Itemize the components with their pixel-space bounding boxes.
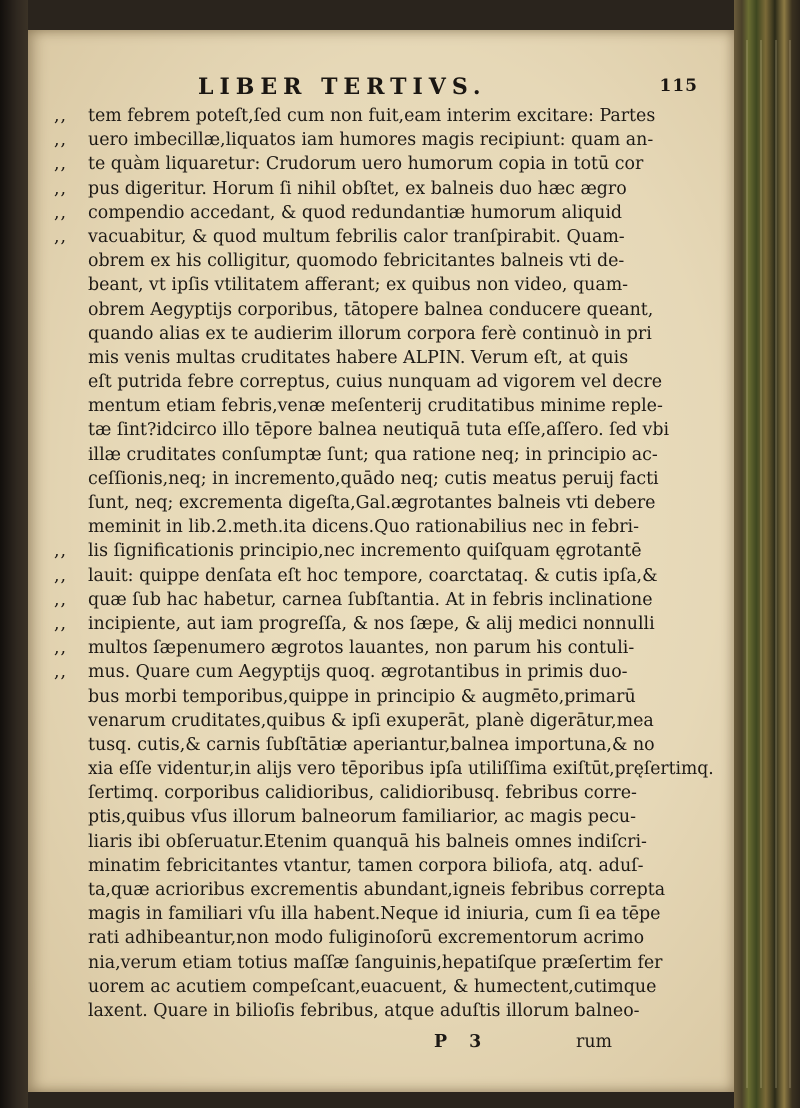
line-text: multos ſæpenumero ægrotos lauantes, non parum his contuli- [88,638,635,659]
text-line [54,467,714,491]
text-line [54,612,714,636]
line-text: quando alias ex te audierim illorum corpora ferè continuò in pri [88,323,652,344]
catchword: rum [576,1032,613,1052]
text-line [54,878,714,902]
line-text: ptis,quibus vſus illorum balneorum familiarior, ac magis pecu- [88,807,637,828]
line-text: ta,quæ acrioribus excrementis abundant,igneis febribus correpta [88,880,666,900]
line-text: tæ ſint?idcirco illo tēpore balnea neutiquā tuta eſſe,aſſero. ſed vbi [88,420,670,441]
text-line [54,443,714,467]
line-text: illæ cruditates conſumptæ ſunt; qua ratione neq; in principio ac- [88,444,658,465]
quotation-mark: ,, [54,226,68,247]
binding-gutter [0,0,28,1108]
line-text: eſt putrida febre correptus, cuius nunquam ad vigorem vel decre [88,372,662,393]
text-line [54,975,714,999]
line-text: te quàm liquaretur: Crudorum uero humorum copia in totū cor [88,154,644,175]
line-text: xia eſſe videntur,in alijs vero tēporibus ipſa utiliſſima exiſtūt,pręſertimq. [88,759,714,780]
text-line [54,830,714,854]
running-header [198,74,698,100]
text-line [54,201,714,225]
quotation-mark: ,, [54,202,68,223]
text-line [54,999,714,1023]
line-text: quæ ſub hac habetur, carnea ſubſtantia. At in febris inclinatione [88,589,653,610]
line-text: mentum etiam febris,venæ meſenterij cruditatibus minime reple- [88,396,663,417]
quotation-mark: ,, [54,613,68,634]
text-block [54,104,714,1023]
text-line [54,418,714,442]
quotation-mark: ,, [54,589,68,610]
line-text: meminit in lib.2.meth.ita dicens.Quo rationabilius nec in febri- [88,517,639,538]
text-line [54,539,714,563]
line-text: bus morbi temporibus,quippe in principio & augmēto,primarū [88,686,636,707]
line-text: ſunt, neq; excrementa digeſta,Gal.ægrotantes balneis vti debere [88,493,656,513]
line-text: tem febrem poteſt,ſed cum non fuit,eam interim excitare: Partes [88,106,656,126]
text-line [54,781,714,805]
text-line [54,926,714,950]
text-line [54,177,714,201]
text-line [54,902,714,926]
quotation-mark: ,, [54,154,68,175]
text-line [54,152,714,176]
line-text: ceſſionis,neq; in incremento,quādo neq; cutis meatus peruij facti [88,468,659,489]
line-text: rati adhibeantur,non modo fuliginoſorū excrementorum acrimo [88,928,645,949]
line-text: ſertimq. corporibus calidioribus, calidioribusq. febribus corre- [88,783,637,804]
text-line [54,515,714,539]
line-text: obrem Aegyptijs corporibus, tātopere balnea conducere queant, [88,299,654,320]
text-line [54,491,714,515]
line-text: lis ſignificationis principio,nec incremento quiſquam ęgrotantē [88,541,642,562]
text-line [54,298,714,322]
text-line [54,733,714,757]
line-text: nia,verum etiam totius maſſæ ſanguinis,hepatiſque præſertim fer [88,952,663,973]
text-line [54,346,714,370]
line-text: incipiente, aut iam progreſſa, & nos ſæpe, & alij medici nonnulli [88,613,655,634]
line-text: obrem ex his colligitur, quomodo febricitantes balneis vti de- [88,251,625,272]
text-line [54,394,714,418]
text-line [54,370,714,394]
quotation-mark: ,, [54,106,68,126]
line-text: mis venis multas cruditates habere ALPIN. Verum eſt, at quis [88,347,629,368]
text-line [54,709,714,733]
text-line [54,636,714,660]
line-text: mus. Quare cum Aegyptijs quoq. ægrotantibus in primis duo- [88,662,628,683]
signature-mark: P 3 [434,1032,490,1052]
quotation-mark: ,, [54,565,68,586]
quotation-mark: ,, [54,662,68,683]
text-line [54,757,714,781]
quotation-mark: ,, [54,178,68,199]
text-line [54,249,714,273]
line-text: tusq. cutis,& carnis ſubſtātiæ aperiantur,balnea importuna,& no [88,734,655,755]
running-title: LIBER TERTIVS. [198,74,487,100]
line-text: magis in familiari vſu illa habent.Neque id iniuria, cum ſi ea tēpe [88,904,661,925]
text-line [54,685,714,709]
line-text: compendio accedant, & quod redundantiæ humorum aliquid [88,202,623,223]
page-footer [54,1032,714,1058]
text-line [54,225,714,249]
line-text: vacuabitur, & quod multum febrilis calor tranſpirabit. Quam- [88,226,625,247]
page-bottom-shadow [28,1092,734,1108]
page-edges [734,0,800,1108]
line-text: uero imbecillæ,liquatos iam humores magis recipiunt: quam an- [88,130,654,151]
text-line [54,588,714,612]
text-line [54,322,714,346]
quotation-mark: ,, [54,638,68,659]
page-number: 115 [659,76,698,96]
text-line [54,128,714,152]
line-text: liaris ibi obſeruatur.Etenim quanquā his balneis omnes indiſcri- [88,831,647,852]
line-text: laxent. Quare in bilioſis febribus, atque aduſtis illorum balneo- [88,1000,640,1021]
line-text: beant, vt ipſis vtilitatem afferant; ex quibus non video, quam- [88,275,629,296]
line-text: uorem ac acutiem compeſcant,euacuent, & humectent,cutimque [88,976,657,997]
quotation-mark: ,, [54,541,68,562]
text-line [54,660,714,684]
quotation-mark: ,, [54,130,68,151]
line-text: venarum cruditates,quibus & ipſi exuperāt, planè digerātur,mea [88,710,654,731]
text-line [54,564,714,588]
text-line [54,805,714,829]
line-text: lauit: quippe denſata eſt hoc tempore, coarctataq. & cutis ipſa,& [88,565,658,586]
line-text: minatim febricitantes vtantur, tamen corpora biliofa, atq. aduſ- [88,855,644,876]
text-line [54,854,714,878]
line-text: pus digeritur. Horum ſi nihil obſtet, ex balneis duo hæc ægro [88,178,627,199]
text-line [54,104,714,128]
text-line [54,951,714,975]
text-line [54,273,714,297]
